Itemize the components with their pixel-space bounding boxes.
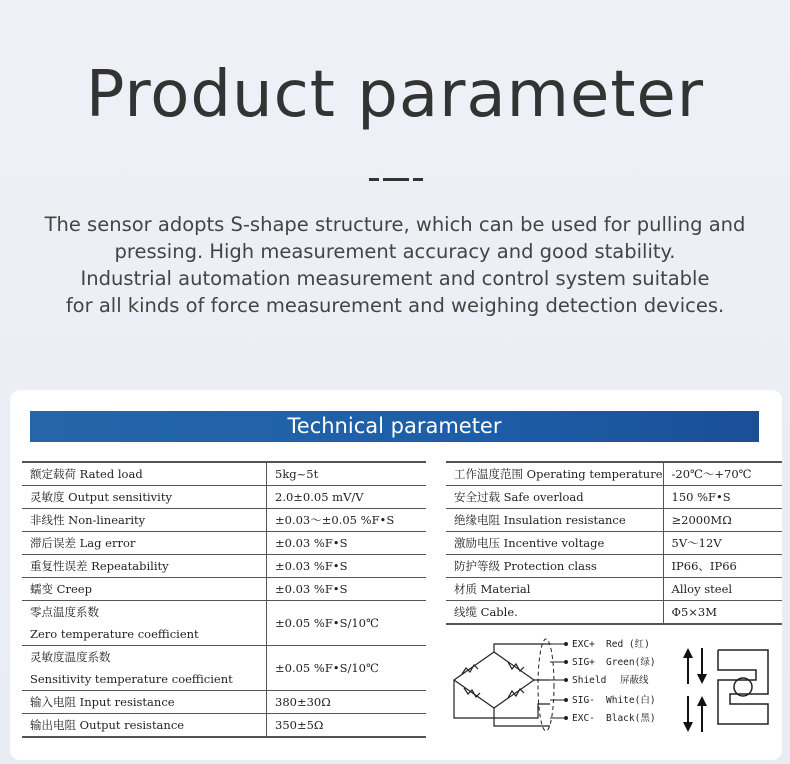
table-row: [22, 509, 426, 532]
table-row: [446, 486, 782, 509]
param-value: Φ5×3M: [663, 601, 782, 625]
param-label-en: Zero temperature coefficient: [30, 627, 199, 641]
param-label: 输出电阻 Output resistance: [22, 714, 267, 738]
param-value: 150 %F•S: [663, 486, 782, 509]
param-label: [22, 646, 267, 691]
wire-pin-label: EXC+: [572, 639, 595, 650]
wire-pin-label: Shield: [572, 675, 607, 686]
table-row: [22, 691, 426, 714]
intro-line: pressing. High measurement accuracy and good stability.: [114, 240, 676, 263]
wire-color-label: Black(黑): [606, 713, 656, 724]
param-label: 工作温度范围 Operating temperature: [446, 462, 663, 486]
param-label: 蠕变 Creep: [22, 578, 267, 601]
table-row: [22, 601, 426, 646]
wire-color-label: Green(绿): [606, 657, 656, 668]
intro-line: for all kinds of force measurement and weighing detection devices.: [65, 294, 725, 317]
title-divider: [369, 178, 423, 181]
shield-ellipse: [538, 639, 554, 731]
param-label: 绝缘电阻 Insulation resistance: [446, 509, 663, 532]
param-label: 额定载荷 Rated load: [22, 462, 267, 486]
param-value: ±0.03 %F•S: [267, 578, 427, 601]
param-value: 380±30Ω: [267, 691, 427, 714]
section-banner: Technical parameter: [30, 411, 759, 442]
bridge-circuit-icon: [454, 644, 550, 726]
param-value: 350±5Ω: [267, 714, 427, 738]
param-label: 安全过载 Safe overload: [446, 486, 663, 509]
right-parameter-table: [446, 461, 782, 625]
intro-text: [20, 211, 770, 319]
param-label: 激励电压 Incentive voltage: [446, 532, 663, 555]
param-label-en: Sensitivity temperature coefficient: [30, 672, 233, 686]
table-row: [22, 486, 426, 509]
table-row: [22, 646, 426, 691]
table-row: [446, 601, 782, 625]
table-row: [446, 462, 782, 486]
table-row: [446, 578, 782, 601]
param-label-cn: 灵敏度温度系数: [30, 650, 111, 664]
param-label: [22, 601, 267, 646]
wire-terminals: [564, 642, 568, 720]
param-value: 5kg~5t: [267, 462, 427, 486]
param-label: 线缆 Cable.: [446, 601, 663, 625]
param-label: 防护等级 Protection class: [446, 555, 663, 578]
param-label: 非线性 Non-linearity: [22, 509, 267, 532]
table-row: [22, 532, 426, 555]
param-label: 灵敏度 Output sensitivity: [22, 486, 267, 509]
wire-pin-label: SIG-: [572, 695, 595, 706]
param-value: ±0.03 %F•S: [267, 532, 427, 555]
wiring-diagram: [446, 638, 776, 748]
param-value: 2.0±0.05 mV/V: [267, 486, 427, 509]
param-value: IP66、IP66: [663, 555, 782, 578]
table-row: [22, 714, 426, 738]
param-label: 重复性误差 Repeatability: [22, 555, 267, 578]
table-row: [22, 578, 426, 601]
param-value: -20℃～+70℃: [663, 462, 782, 486]
param-value: ±0.05 %F•S/10℃: [267, 601, 427, 646]
param-value: ±0.03 %F•S: [267, 555, 427, 578]
page-title: Product parameter: [85, 58, 705, 132]
param-value: ±0.03～±0.05 %F•S: [267, 509, 427, 532]
param-value: ±0.05 %F•S/10℃: [267, 646, 427, 691]
param-label-cn: 零点温度系数: [30, 605, 99, 619]
table-row: [446, 555, 782, 578]
wire-color-label: Red (红): [606, 639, 650, 650]
table-row: [446, 532, 782, 555]
param-label: 材质 Material: [446, 578, 663, 601]
table-row: [22, 462, 426, 486]
param-label: 输入电阻 Input resistance: [22, 691, 267, 714]
param-value: ≥2000MΩ: [663, 509, 782, 532]
wire-pin-label: EXC-: [572, 713, 595, 724]
intro-line: The sensor adopts S-shape structure, which can be used for pulling and: [44, 213, 746, 236]
wire-pin-label: SIG+: [572, 657, 595, 668]
wire-color-label: 屏蔽线: [620, 675, 649, 686]
wire-color-label: White(白): [606, 695, 656, 706]
intro-line: Industrial automation measurement and control system suitable: [80, 267, 710, 290]
table-row: [446, 509, 782, 532]
param-value: Alloy steel: [663, 578, 782, 601]
force-arrows-icon: [683, 648, 707, 732]
s-shape-sensor-icon: [718, 650, 768, 724]
param-value: 5V～12V: [663, 532, 782, 555]
table-row: [22, 555, 426, 578]
param-label: 滞后误差 Lag error: [22, 532, 267, 555]
left-parameter-table: [22, 461, 426, 738]
